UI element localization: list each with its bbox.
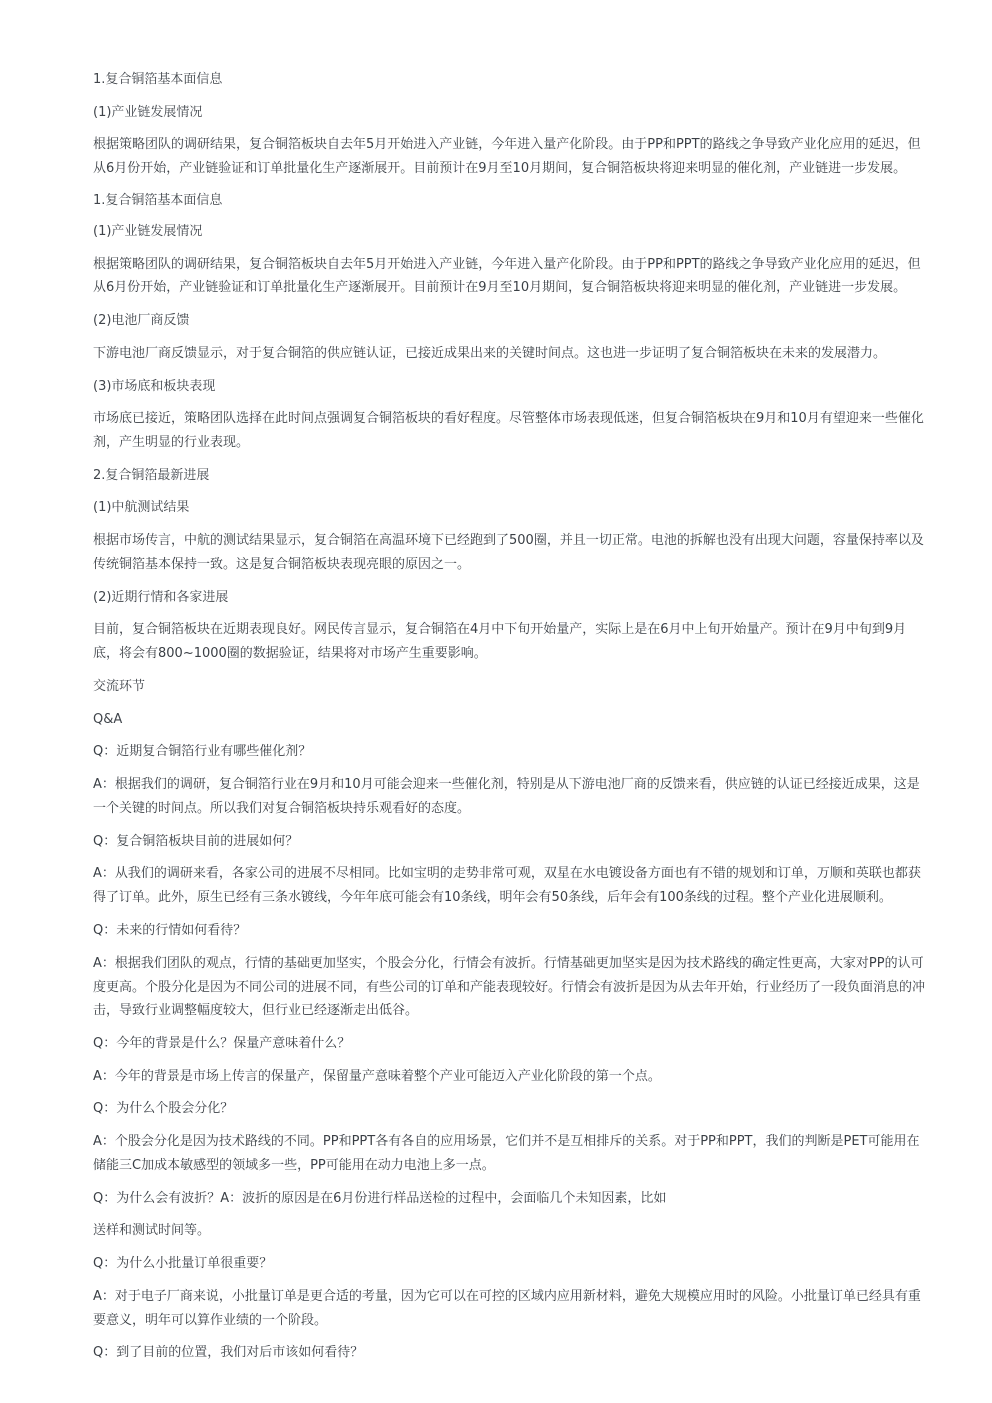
subsection-heading: (1)产业链发展情况	[93, 224, 203, 239]
paragraph-line: 从6月份开始，产业链验证和订单批量化生产逐渐展开。目前预计在9月至10月期间，复合铜箔板块将迎来明显的催化剂，产业链进一步发展。	[93, 280, 907, 295]
paragraph-line: 根据市场传言，中航的测试结果显示，复合铜箔在高温环境下已经跑到了500圈，并且一切正常。电池的拆解也没有出现大问题，容量保持率以及	[93, 533, 924, 548]
answer-line: 得了订单。此外，原生已经有三条水镀线，今年年底可能会有10条线，明年会有50条线，后年会有100条线的过程。整个产业化进展顺利。	[93, 890, 892, 905]
subsection-heading: (2)近期行情和各家进展	[93, 590, 229, 605]
section-heading: 1.复合铜箔基本面信息	[93, 72, 223, 87]
question-line: Q：到了目前的位置，我们对后市该如何看待？	[93, 1345, 364, 1360]
paragraph-line: 剂，产生明显的行业表现。	[93, 435, 250, 450]
answer-line: 击，导致行业调整幅度较大，但行业已经逐渐走出低谷。	[93, 1003, 419, 1018]
paragraph-line: 传统铜箔基本保持一致。这是复合铜箔板块表现亮眼的原因之一。	[93, 557, 471, 572]
question-line: Q：为什么个股会分化？	[93, 1101, 234, 1116]
paragraph-line: 下游电池厂商反馈显示，对于复合铜箔的供应链认证，已接近成果出来的关键时间点。这也进一步证明了复合铜箔板块在未来的发展潜力。	[93, 346, 887, 361]
question-line: Q：近期复合铜箔行业有哪些催化剂？	[93, 744, 312, 759]
subsection-heading: (3)市场底和板块表现	[93, 379, 216, 394]
answer-line: A：从我们的调研来看，各家公司的进展不尽相同。比如宝明的走势非常可观，双星在水电镀设备方面也有不错的规划和订单，万顺和英联也都获	[93, 866, 921, 881]
section-heading: 2.复合铜箔最新进展	[93, 468, 210, 483]
paragraph-line: 市场底已接近，策略团队选择在此时间点强调复合铜箔板块的看好程度。尽管整体市场表现低迷，但复合铜箔板块在9月和10月有望迎来一些催化	[93, 411, 924, 426]
question-line: Q：为什么会有波折？A：波折的原因是在6月份进行样品送检的过程中，会面临几个未知因素，比如	[93, 1191, 667, 1206]
paragraph-line: 根据策略团队的调研结果，复合铜箔板块自去年5月开始进入产业链，今年进入量产化阶段。由于PP和PPT的路线之争导致产业化应用的延迟，但	[93, 257, 921, 272]
question-line: Q：复合铜箔板块目前的进展如何？	[93, 834, 299, 849]
paragraph-line: 底，将会有800~1000圈的数据验证，结果将对市场产生重要影响。	[93, 646, 487, 661]
answer-line: 一个关键的时间点。所以我们对复合铜箔板块持乐观看好的态度。	[93, 801, 471, 816]
paragraph-line: 根据策略团队的调研结果，复合铜箔板块自去年5月开始进入产业链，今年进入量产化阶段。由于PP和PPT的路线之争导致产业化应用的延迟，但	[93, 137, 921, 152]
paragraph-line: 从6月份开始，产业链验证和订单批量化生产逐渐展开。目前预计在9月至10月期间，复合铜箔板块将迎来明显的催化剂，产业链进一步发展。	[93, 161, 907, 176]
question-line: Q：今年的背景是什么？保量产意味着什么？	[93, 1036, 351, 1051]
answer-line: A：个股会分化是因为技术路线的不同。PP和PPT各有各自的应用场景，它们并不是互相排斥的关系。对于PP和PPT，我们的判断是PET可能用在	[93, 1134, 920, 1149]
answer-line: A：根据我们的调研，复合铜箔行业在9月和10月可能会迎来一些催化剂，特别是从下游电池厂商的反馈来看，供应链的认证已经接近成果，这是	[93, 777, 920, 792]
subsection-heading: (1)中航测试结果	[93, 500, 190, 515]
answer-line: A：今年的背景是市场上传言的保量产，保留量产意味着整个产业可能迈入产业化阶段的第一个点。	[93, 1069, 661, 1084]
section-heading: 1.复合铜箔基本面信息	[93, 193, 223, 208]
paragraph-line: 目前，复合铜箔板块在近期表现良好。网民传言显示，复合铜箔在4月中下旬开始量产，实际上是在6月中上旬开始量产。预计在9月中旬到9月	[93, 622, 907, 637]
section-heading: 交流环节	[93, 679, 146, 694]
answer-line: 度更高。个股分化是因为不同公司的进展不同，有些公司的订单和产能表现较好。行情会有波折是因为从去年开始，行业经历了一段负面消息的冲	[93, 980, 926, 995]
question-line: Q：未来的行情如何看待？	[93, 923, 247, 938]
answer-line: A：根据我们团队的观点，行情的基础更加坚实，个股会分化，行情会有波折。行情基础更加坚实是因为技术路线的确定性更高，大家对PP的认可	[93, 956, 924, 971]
answer-line: 送样和测试时间等。	[93, 1223, 211, 1238]
answer-line: 储能三C加成本敏感型的领域多一些，PP可能用在动力电池上多一点。	[93, 1158, 495, 1173]
answer-line: 要意义，明年可以算作业绩的一个阶段。	[93, 1313, 328, 1328]
subsection-heading: (2)电池厂商反馈	[93, 313, 190, 328]
section-heading: Q&A	[93, 712, 123, 727]
answer-line: A：对于电子厂商来说，小批量订单是更合适的考量，因为它可以在可控的区域内应用新材料，避免大规模应用时的风险。小批量订单已经具有重	[93, 1289, 921, 1304]
question-line: Q：为什么小批量订单很重要？	[93, 1256, 273, 1271]
subsection-heading: (1)产业链发展情况	[93, 105, 203, 120]
